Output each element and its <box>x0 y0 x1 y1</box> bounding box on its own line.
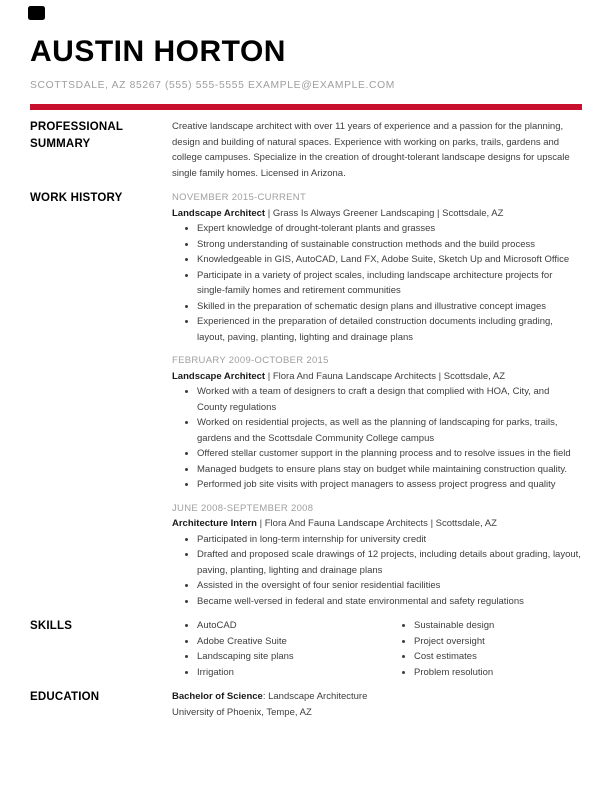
job-bullet: • Expert knowledge of drought-tolerant plants and grasses <box>197 221 582 237</box>
job-bullet: • Assisted in the oversight of four senior residential facilities <box>197 578 582 594</box>
skill-item: • Project oversight <box>414 634 582 650</box>
job-bullet: • Knowledgeable in GIS, AutoCAD, Land FX, Adobe Suite, Sketch Up and Microsoft Office <box>197 252 582 268</box>
job-bullet: • Participated in long-term internship for university credit <box>197 532 582 548</box>
job-entry <box>172 353 582 493</box>
work-history-heading: WORK HISTORY <box>30 192 123 204</box>
skill-item: • Adobe Creative Suite <box>197 634 389 650</box>
section-education <box>30 689 582 720</box>
skills-heading-column <box>30 618 172 635</box>
skill-item: • Irrigation <box>197 665 389 681</box>
education-heading-column <box>30 689 172 706</box>
education-degree-line <box>172 689 582 705</box>
summary-content-column <box>172 119 582 181</box>
job-bullet-list <box>172 384 582 493</box>
header <box>30 37 582 92</box>
skill-item: • Sustainable design <box>414 618 582 634</box>
job-bullet-list <box>172 532 582 610</box>
job-title-line <box>172 516 582 532</box>
job-dates: JUNE 2008-SEPTEMBER 2008 <box>172 502 314 514</box>
job-entry <box>172 501 582 610</box>
job-title: Architecture Intern <box>172 518 257 529</box>
resume-body <box>30 119 582 720</box>
black-square-icon <box>28 6 45 20</box>
section-skills <box>30 618 582 680</box>
education-school: University of Phoenix, Tempe, AZ <box>172 706 312 718</box>
job-dates: FEBRUARY 2009-OCTOBER 2015 <box>172 355 329 366</box>
summary-heading-column <box>30 119 172 153</box>
job-bullet: • Participate in a variety of project scales, including landscape architecture projects for single-family homes and retirement communities <box>197 268 582 299</box>
job-bullet: • Skilled in the preparation of schematic design plans and illustrative concept images <box>197 299 582 315</box>
job-company-location: | Flora And Fauna Landscape Architects | Scottsdale, AZ <box>265 370 506 382</box>
job-bullet: • Worked with a team of designers to craft a design that complied with HOA, City, and County regulations <box>197 384 582 415</box>
skill-item: • AutoCAD <box>197 618 389 634</box>
education-major: : Landscape Architecture <box>262 691 368 702</box>
job-bullet: • Experienced in the preparation of detailed construction documents including grading, layout, paving, planting, lighting and drainage plans <box>197 314 582 345</box>
section-work-history <box>30 190 582 609</box>
job-bullet: • Worked on residential projects, as well as the planning of landscaping for parks, trails, gardens and the Scottsdale Community College campus <box>197 415 582 446</box>
job-bullet: • Offered stellar customer support in the planning process and to resolve issues in the field <box>197 446 582 462</box>
job-bullet: • Managed budgets to ensure plans stay on budget while maintaining construction quality. <box>197 462 582 478</box>
skill-item: • Cost estimates <box>414 649 582 665</box>
skills-heading: SKILLS <box>30 620 73 632</box>
education-content-column <box>172 689 582 720</box>
job-title: Landscape Architect <box>172 207 266 219</box>
job-company-location: | Flora And Fauna Landscape Architects | Scottsdale, AZ <box>257 518 497 529</box>
job-bullet: • Strong understanding of sustainable construction methods and the build process <box>197 237 582 253</box>
job-bullet-list <box>172 221 582 345</box>
job-bullet: • Drafted and proposed scale drawings of 12 projects, including details about grading, layout, paving, planting, lighting and drainage plans <box>197 547 582 578</box>
job-title-line <box>172 369 582 385</box>
education-degree: Bachelor of Science <box>172 691 263 702</box>
summary-text: Creative landscape architect with over 11 years of experience and a passion for the planning, design and building of natural spaces. Experience with working on parks, trails, gardens and college campuses. Specialize in the creation of drought-tolerant landscape designs for upscale single family homes. Licensed in Arizona. <box>172 121 570 179</box>
summary-heading: PROFESSIONAL SUMMARY <box>30 121 123 150</box>
skills-columns <box>172 618 582 680</box>
work-history-heading-column <box>30 190 172 207</box>
candidate-name: AUSTIN HORTON <box>30 35 286 68</box>
skill-item: • Landscaping site plans <box>197 649 389 665</box>
skill-item: • Problem resolution <box>414 665 582 681</box>
work-history-content-column <box>172 190 582 609</box>
contact-line: SCOTTSDALE, AZ 85267 (555) 555-5555 EXAMPLE@EXAMPLE.COM <box>30 80 395 91</box>
job-bullet: • Performed job site visits with project managers to assess project progress and quality <box>197 477 582 493</box>
job-entry <box>172 190 582 345</box>
job-title-line <box>172 206 582 222</box>
job-dates: NOVEMBER 2015-CURRENT <box>172 192 307 203</box>
section-professional-summary <box>30 119 582 181</box>
skills-content-column <box>172 618 582 680</box>
job-company-location: | Grass Is Always Greener Landscaping | Scottsdale, AZ <box>265 207 504 219</box>
job-bullet: • Became well-versed in federal and state environmental and safety regulations <box>197 594 582 610</box>
job-title: Landscape Architect <box>172 370 266 382</box>
skills-list-left <box>172 618 389 680</box>
education-heading: EDUCATION <box>30 691 100 703</box>
skills-list-right <box>389 618 582 680</box>
red-divider <box>30 104 582 110</box>
